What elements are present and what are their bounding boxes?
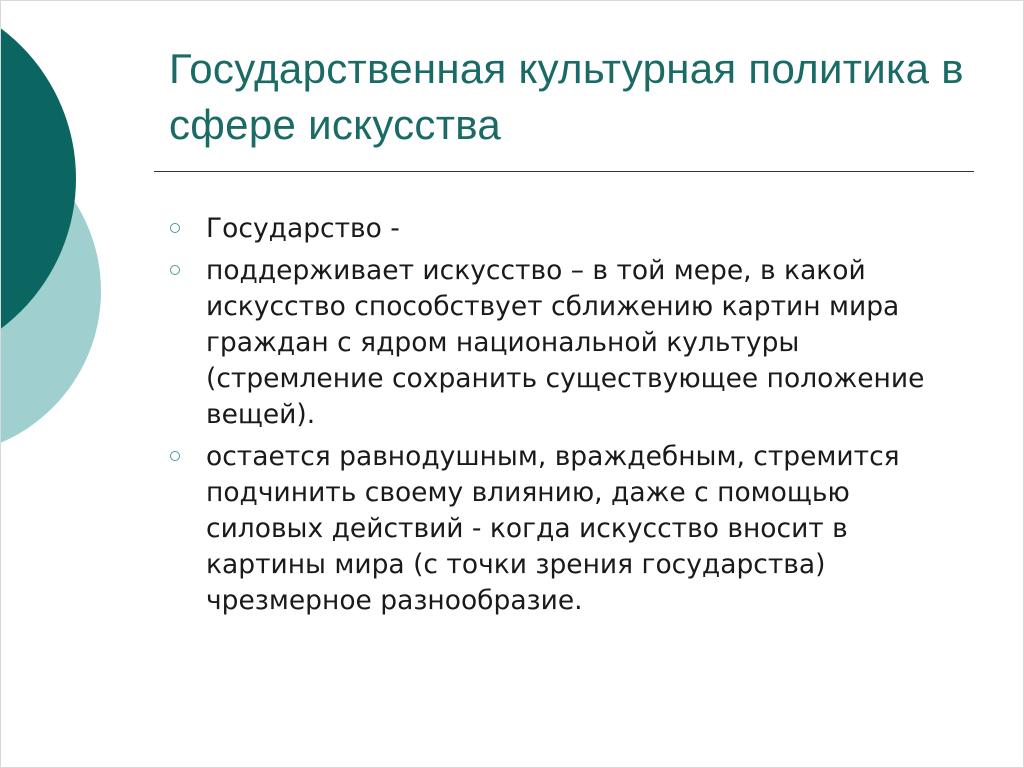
bullet-list xyxy=(164,211,964,625)
bullet-item xyxy=(164,439,964,619)
bullet-item xyxy=(164,211,964,247)
bullet-item xyxy=(164,253,964,433)
bullet-icon xyxy=(170,223,180,233)
bullet-icon xyxy=(170,451,180,461)
title-divider xyxy=(154,171,974,172)
bullet-text: Государство - xyxy=(206,213,400,244)
bullet-icon xyxy=(170,265,180,275)
bullet-text: остается равнодушным, враждебным, стремится подчинить своему влиянию, даже с помощью силовых действий - когда искусство вносит в картины мира (с точки зрения государства) чрезмерное разнообразие. xyxy=(206,441,900,616)
bullet-text: поддерживает искусство – в той мере, в какой искусство способствует сближению картин мира граждан с ядром национальной культуры (стремление сохранить существующее положение вещей). xyxy=(206,255,925,430)
slide-title: Государственная культурная политика в сфере искусства xyxy=(169,45,964,148)
